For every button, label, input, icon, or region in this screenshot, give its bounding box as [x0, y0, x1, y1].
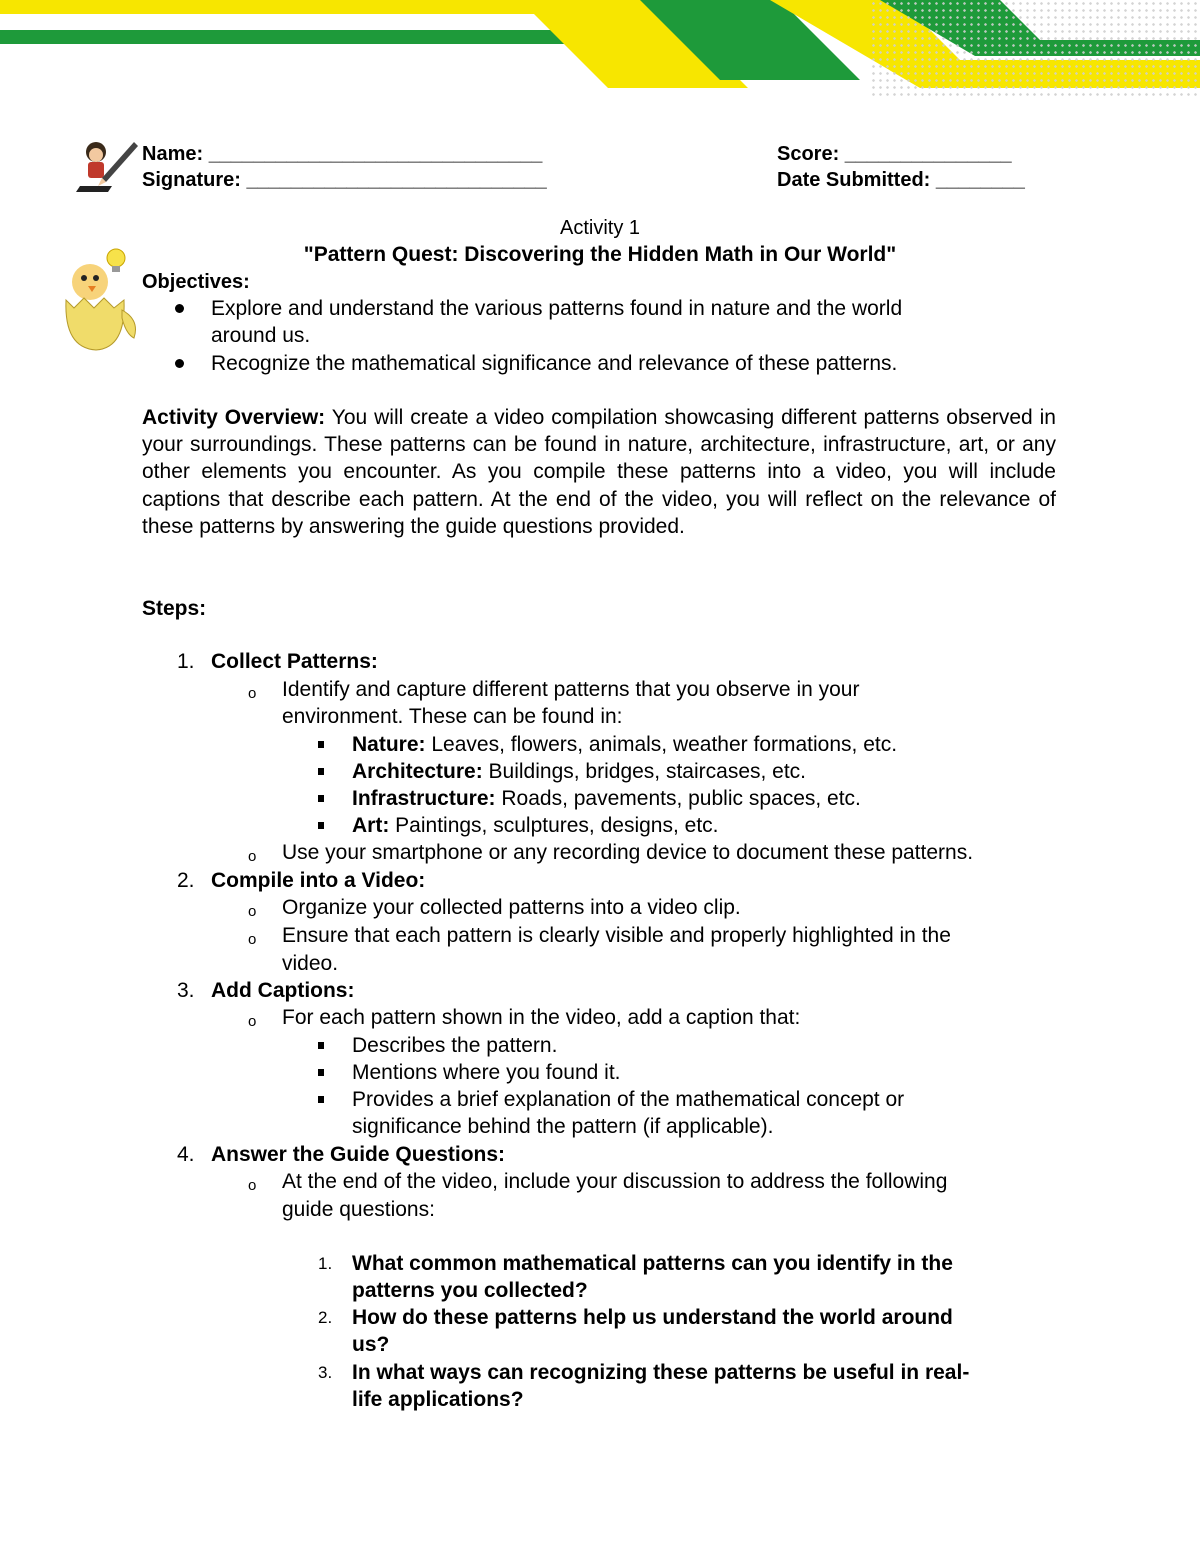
step-number: 2.	[177, 869, 195, 892]
step-text: Use your smartphone or any recording device to document these patterns.	[282, 841, 974, 864]
caption-requirement: Describes the pattern.	[352, 1034, 558, 1057]
guide-question: us?	[352, 1333, 390, 1356]
caption-requirement: Provides a brief explanation of the mathematical concept or	[352, 1088, 905, 1111]
step-text: Identify and capture different patterns that you observe in your	[282, 678, 860, 701]
bullet-dot	[175, 359, 184, 368]
square-bullet	[318, 741, 324, 748]
step-text: For each pattern shown in the video, add a caption that:	[282, 1006, 801, 1029]
activity-title: "Pattern Quest: Discovering the Hidden Math in Our World"	[303, 243, 897, 266]
question-number: 3.	[318, 1363, 333, 1382]
overview-text: You will create a video compilation showcasing different patterns observed in your surroundings. These patterns can be found in nature, architecture, infrastructure, art, or any other elements you encounter. As you compile these patterns into a video, you will include captions that describe each pattern. At the end of the video, you will reflect on the relevance of these patterns by answering the guide questions provided.	[142, 406, 1056, 538]
question-number: 1.	[318, 1254, 333, 1273]
student-pencil-clipart	[72, 138, 138, 194]
circle-bullet: o	[248, 1013, 257, 1030]
score-field[interactable]: Score: _______________	[777, 143, 1012, 165]
activity-overview	[142, 404, 1056, 540]
square-bullet	[318, 768, 324, 775]
circle-bullet: o	[248, 903, 257, 920]
objectives-heading: Objectives:	[142, 271, 250, 293]
guide-question: In what ways can recognizing these patterns be useful in real-	[352, 1361, 970, 1384]
name-field[interactable]: Name: ______________________________	[142, 143, 543, 165]
question-number: 2.	[318, 1308, 333, 1327]
caption-requirement: Mentions where you found it.	[352, 1061, 621, 1084]
step-text: Ensure that each pattern is clearly visible and properly highlighted in the	[282, 924, 951, 947]
caption-requirement: significance behind the pattern (if applicable).	[352, 1115, 774, 1138]
guide-question: life applications?	[352, 1388, 524, 1411]
objective-item: around us.	[211, 324, 311, 347]
step-title: Add Captions:	[211, 979, 355, 1002]
step-text: video.	[282, 952, 339, 975]
signature-field[interactable]: Signature: ___________________________	[142, 169, 547, 191]
date-submitted-field[interactable]: Date Submitted: ________	[777, 169, 1025, 191]
step-text: environment. These can be found in:	[282, 705, 623, 728]
circle-bullet: o	[248, 1177, 257, 1194]
guide-question: What common mathematical patterns can you identify in the	[352, 1252, 953, 1275]
steps-heading: Steps:	[142, 597, 207, 620]
step-number: 3.	[177, 979, 195, 1002]
pattern-category-nature: Nature: Leaves, flowers, animals, weather formations, etc.	[352, 733, 898, 756]
circle-bullet: o	[248, 685, 257, 702]
square-bullet	[318, 1096, 324, 1103]
guide-question: How do these patterns help us understand the world around	[352, 1306, 953, 1329]
guide-question: patterns you collected?	[352, 1279, 588, 1302]
step-text: Organize your collected patterns into a video clip.	[282, 896, 741, 919]
circle-bullet: o	[248, 931, 257, 948]
pattern-category-art: Art: Paintings, sculptures, designs, etc.	[352, 814, 719, 837]
step-title: Answer the Guide Questions:	[211, 1143, 506, 1166]
step-title: Compile into a Video:	[211, 869, 426, 892]
step-number: 4.	[177, 1143, 195, 1166]
step-title: Collect Patterns:	[211, 650, 378, 673]
step-text: At the end of the video, include your discussion to address the following	[282, 1170, 948, 1193]
objective-item: Explore and understand the various patterns found in nature and the world	[211, 297, 903, 320]
pattern-category-architecture: Architecture: Buildings, bridges, staircases, etc.	[352, 760, 807, 783]
circle-bullet: o	[248, 848, 257, 865]
pattern-category-infrastructure: Infrastructure: Roads, pavements, public spaces, etc.	[352, 787, 861, 810]
square-bullet	[318, 822, 324, 829]
overview-label: Activity Overview:	[142, 406, 326, 429]
square-bullet	[318, 1042, 324, 1049]
objective-item: Recognize the mathematical significance and relevance of these patterns.	[211, 352, 898, 375]
dot-pattern	[870, 0, 1200, 100]
square-bullet	[318, 1069, 324, 1076]
square-bullet	[318, 795, 324, 802]
activity-number: Activity 1	[559, 217, 641, 239]
bullet-dot	[175, 304, 184, 313]
step-text: guide questions:	[282, 1198, 435, 1221]
step-number: 1.	[177, 650, 195, 673]
